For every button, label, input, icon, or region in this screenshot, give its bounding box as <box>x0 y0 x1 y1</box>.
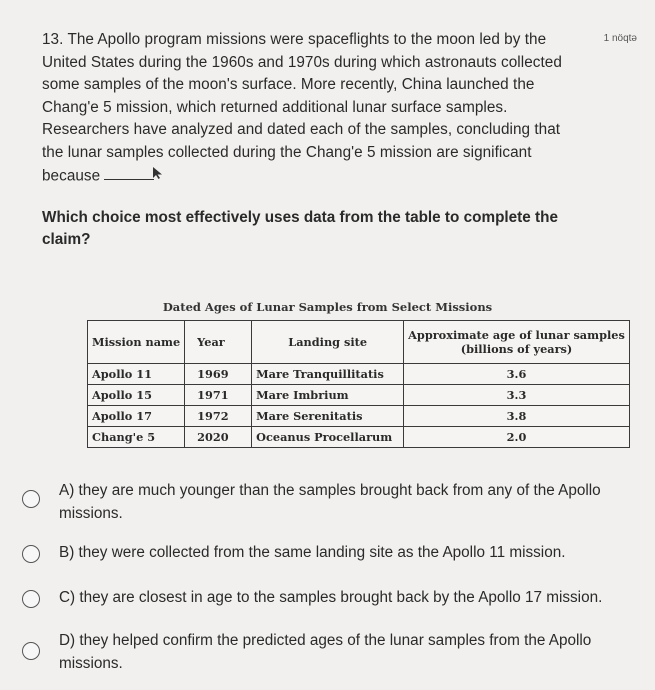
question-line: the lunar samples collected during the Chang'e 5 mission are significant <box>42 143 532 161</box>
mouse-cursor-icon <box>152 165 164 188</box>
question-line: United States during the 1960s and 1970s during which astronauts collected <box>42 53 562 71</box>
question-line: some samples of the moon's surface. More recently, China launched the <box>42 76 535 94</box>
header-mission: Mission name <box>88 321 185 364</box>
table-row: Chang'e 5 2020 Oceanus Procellarum 2.0 <box>88 427 630 448</box>
question-line: Researchers have analyzed and dated each of the samples, concluding that <box>42 121 561 139</box>
lunar-samples-table <box>87 320 630 448</box>
points-label: 1 nöqtə <box>603 33 637 44</box>
table-row: Apollo 11 1969 Mare Tranquillitatis 3.6 <box>88 364 630 385</box>
question-prompt: Which choice most effectively uses data from the table to complete the claim? <box>42 209 558 248</box>
option-c-radio[interactable] <box>22 590 40 608</box>
header-landing-site: Landing site <box>252 321 404 364</box>
table-row: Apollo 15 1971 Mare Imbrium 3.3 <box>88 385 630 406</box>
question-line: Chang'e 5 mission, which returned additional lunar surface samples. <box>42 98 508 116</box>
answer-blank <box>104 167 154 180</box>
table-header-row <box>88 321 630 364</box>
table-row: Apollo 17 1972 Mare Serenitatis 3.8 <box>88 406 630 427</box>
question-number: 13. <box>42 31 64 48</box>
question-stem <box>42 29 608 188</box>
option-d-radio[interactable] <box>22 642 40 660</box>
option-b-radio[interactable] <box>22 545 40 563</box>
table-title: Dated Ages of Lunar Samples from Select Missions <box>162 300 493 314</box>
header-age: Approximate age of lunar samples (billions of years) <box>404 321 630 364</box>
question-line: 13. The Apollo program missions were spaceflights to the moon led by the <box>42 31 547 48</box>
header-year: Year <box>185 321 252 364</box>
option-a-radio[interactable] <box>22 490 40 508</box>
question-line: because <box>42 165 608 188</box>
